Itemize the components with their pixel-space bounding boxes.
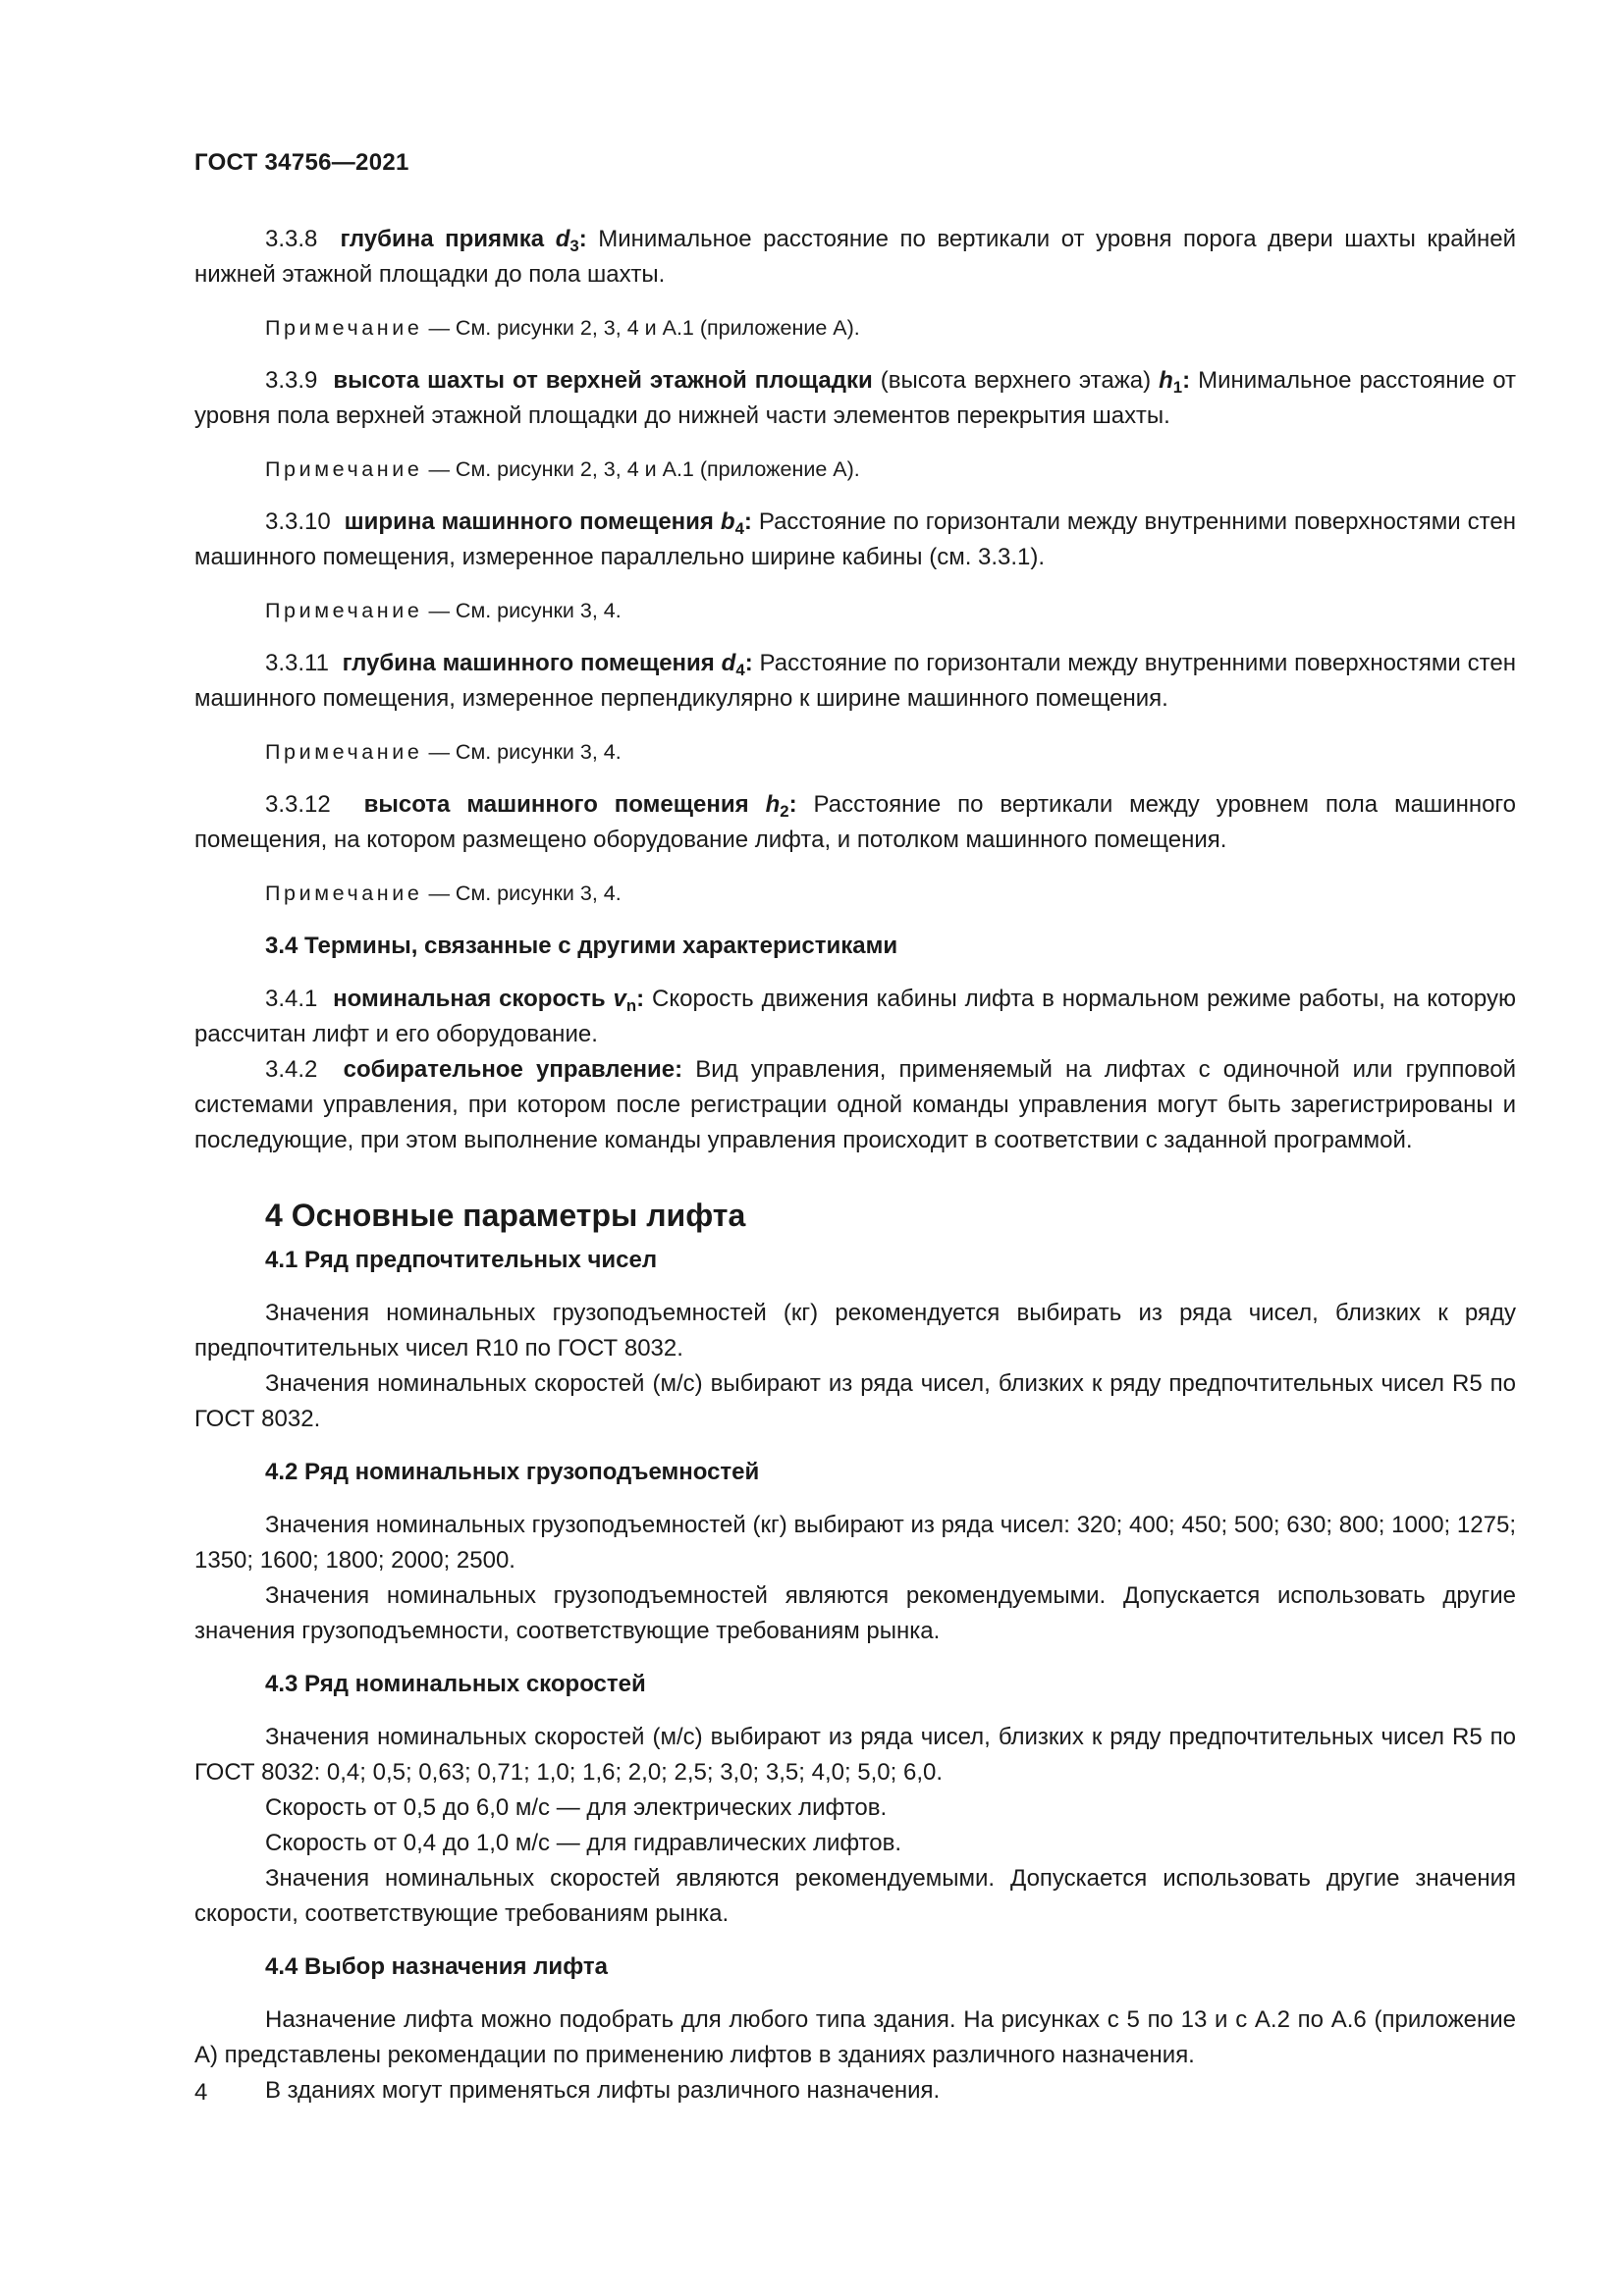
para-4-1-2: Значения номинальных скоростей (м/с) выбирают из ряда чисел, близких к ряду предпочтительных чисел R5 по ГОСТ 8032. [194, 1370, 1516, 1432]
page-number: 4 [194, 2079, 208, 2106]
para-4-3-2: Скорость от 0,5 до 6,0 м/с — для электрических лифтов. [265, 1794, 888, 1821]
note-3-3-8: Примечание — См. рисунки 2, 3, 4 и А.1 (приложение А). [265, 316, 860, 340]
clause-3-3-10: 3.3.10 ширина машинного помещения $b_4$: Расстояние по горизонтали между внутренними поверхностями стен машинного помещения, измеренное параллельно ширине кабины (см. 3.3.1). [194, 508, 1516, 570]
section-4-title: 4 Основные параметры лифта [265, 1198, 746, 1233]
section-4-1-title: 4.1 Ряд предпочтительных чисел [265, 1247, 658, 1273]
section-4-3-title: 4.3 Ряд номинальных скоростей [265, 1671, 646, 1697]
para-4-3-3: Скорость от 0,4 до 1,0 м/с — для гидравлических лифтов. [265, 1830, 902, 1856]
para-4-1-1: Значения номинальных грузоподъемностей (кг) рекомендуется выбирать из ряда чисел, близких к ряду предпочтительных чисел R10 по ГОСТ 8032. [194, 1300, 1516, 1362]
clause-3-3-12: 3.3.12 высота машинного помещения $h_2$: Расстояние по вертикали между уровнем пола машинного помещения, на котором размещено оборудование лифта, и потолком машинного помещения. [194, 791, 1517, 853]
section-4-2-title: 4.2 Ряд номинальных грузоподъемностей [265, 1459, 760, 1485]
section-3-4-title: 3.4 Термины, связанные с другими характеристиками [265, 933, 898, 959]
clause-3-3-11: 3.3.11 глубина машинного помещения $d_4$: Расстояние по горизонтали между внутренними поверхностями стен машинного помещения, измеренное перпендикулярно к ширине машинного помещения. [194, 650, 1517, 712]
para-4-4-2: В зданиях могут применяться лифты различного назначения. [265, 2077, 941, 2104]
para-4-2-2: Значения номинальных грузоподъемностей являются рекомендуемыми. Допускается использовать другие значения грузоподъемности, соответствующие требованиям рынка. [194, 1582, 1516, 1644]
para-4-4-1: Назначение лифта можно подобрать для любого типа здания. На рисунках с 5 по 13 и с А.2 по А.6 (приложение А) представлены рекомендации по применению лифтов в зданиях различного назначения. [194, 2006, 1516, 2068]
note-3-3-12: Примечание — См. рисунки 3, 4. [265, 881, 622, 905]
clause-3-3-8: 3.3.8 глубина приямка $d_3$: Минимальное расстояние по вертикали от уровня порога двери шахты крайней нижней этажной площадки до пола шахты. [194, 226, 1517, 288]
document-header: ГОСТ 34756—2021 [194, 149, 409, 176]
para-4-2-1: Значения номинальных грузоподъемностей (кг) выбирают из ряда чисел: 320; 400; 450; 500; 630; 800; 1000; 1275; 1350; 1600; 1800; 2000; 2500. [194, 1512, 1516, 1574]
note-3-3-10: Примечание — См. рисунки 3, 4. [265, 599, 622, 622]
note-3-3-9: Примечание — См. рисунки 2, 3, 4 и А.1 (приложение А). [265, 457, 860, 481]
clause-3-3-9: 3.3.9 высота шахты от верхней этажной площадки (высота верхнего этажа) $h_1$: Минимальное расстояние от уровня пола верхней этажной площадки до нижней части элементов перекрытия шахты. [194, 367, 1517, 429]
section-4-4-title: 4.4 Выбор назначения лифта [265, 1953, 608, 1980]
para-4-3-1: Значения номинальных скоростей (м/с) выбирают из ряда чисел, близких к ряду предпочтительных чисел R5 по ГОСТ 8032: 0,4; 0,5; 0,63; 0,71; 1,0; 1,6; 2,0; 2,5; 3,0; 3,5; 4,0; 5,0; 6,0. [194, 1724, 1516, 1786]
para-4-3-4: Значения номинальных скоростей являются рекомендуемыми. Допускается использовать другие значения скорости, соответствующие требованиям рынка. [194, 1865, 1516, 1927]
clause-3-4-2: 3.4.2 собирательное управление: Вид управления, применяемый на лифтах с одиночной или групповой системами управления, при котором после регистрации одной команды управления могут быть зарегистрированы и последующие, при этом выполнение команды управления происходит в соответствии с заданной программой. [194, 1056, 1516, 1153]
clause-3-4-1: 3.4.1 номинальная скорость $v_n$: Скорость движения кабины лифта в нормальном режиме работы, на которую рассчитан лифт и его оборудование. [194, 986, 1516, 1047]
note-3-3-11: Примечание — См. рисунки 3, 4. [265, 740, 622, 764]
document-body [194, 222, 1516, 2109]
